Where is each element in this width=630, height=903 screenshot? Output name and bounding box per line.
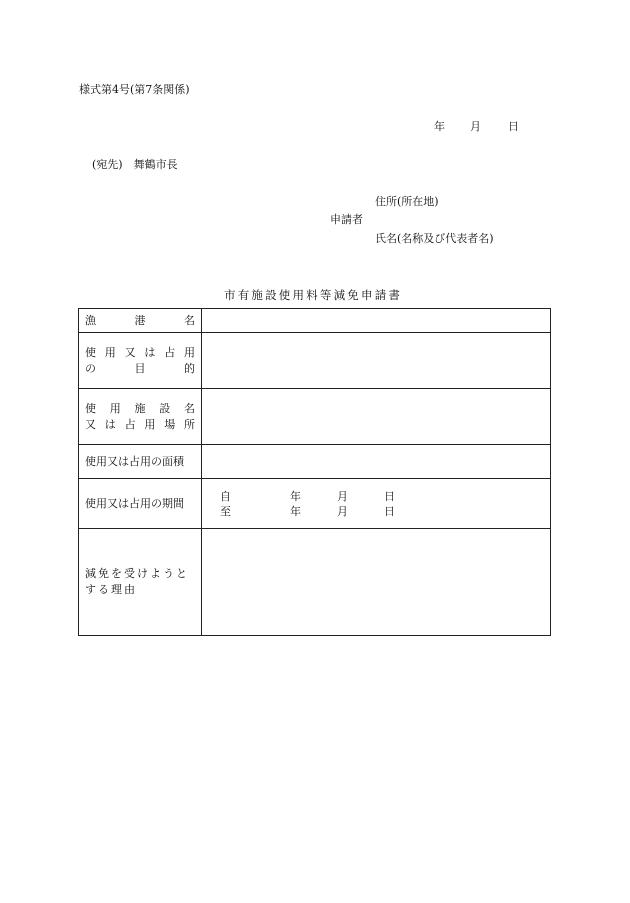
period-from-day: 日: [384, 489, 395, 503]
label-char: の: [85, 361, 96, 375]
applicant-label: 申請者: [330, 213, 363, 226]
fishing-port-field[interactable]: [202, 309, 551, 333]
facility-field[interactable]: [202, 389, 551, 445]
document-title: 市有施設使用料等減免申請書: [224, 288, 403, 302]
label-char: 設: [159, 401, 171, 415]
form-number: 様式第4号(第7条関係): [79, 83, 190, 96]
label-char: 所: [183, 417, 195, 431]
label-char: 的: [184, 361, 195, 375]
table-row: [79, 479, 551, 529]
label-char: 目: [134, 361, 146, 375]
label-char: 場: [164, 417, 176, 431]
period-to-year: 年: [290, 504, 301, 518]
fishing-port-label: [79, 309, 202, 333]
facility-label: [79, 389, 202, 445]
reason-label-line1: 減免を受けようと: [85, 567, 189, 580]
purpose-label: [79, 333, 202, 389]
label-char: 使: [85, 345, 96, 359]
label-char: 名: [184, 401, 195, 415]
label-char: 使: [85, 401, 96, 415]
reason-label-line2: する理由: [85, 583, 137, 596]
label-char: 用: [104, 345, 116, 359]
label-char: 用: [109, 401, 121, 415]
period-to-prefix: 至: [220, 504, 231, 518]
table-row: [79, 445, 551, 479]
table-row: [79, 529, 551, 636]
addressee: (宛先) 舞鶴市長: [92, 158, 178, 171]
period-from-year: 年: [290, 489, 301, 503]
label-char: 港: [134, 313, 146, 327]
period-to-day: 日: [384, 504, 395, 518]
area-field[interactable]: [202, 445, 551, 479]
applicant-address-label: 住所(所在地): [375, 195, 439, 208]
date-year: 年: [434, 120, 445, 133]
table-row: [79, 333, 551, 389]
date-line: [434, 118, 519, 134]
reason-field[interactable]: [202, 529, 551, 636]
period-to-month: 月: [337, 504, 348, 518]
label-char: 又: [124, 345, 136, 359]
period-field[interactable]: [202, 479, 551, 529]
period-label: 使用又は占用の期間: [79, 479, 202, 529]
date-day: 日: [508, 120, 519, 133]
label-char: 又: [85, 417, 96, 431]
label-char: は: [104, 417, 116, 431]
label-char: 占: [164, 345, 176, 359]
label-char: は: [144, 345, 156, 359]
applicant-name-label: 氏名(名称及び代表者名): [375, 232, 494, 245]
label-char: 名: [184, 313, 195, 327]
table-row: [79, 389, 551, 445]
date-month: 月: [470, 120, 481, 133]
area-label: 使用又は占用の面積: [79, 445, 202, 479]
period-from-month: 月: [337, 489, 348, 503]
application-table: [78, 308, 551, 636]
reason-label: [79, 529, 202, 636]
period-to: [202, 504, 550, 519]
label-char: 用: [183, 345, 195, 359]
period-from-prefix: 自: [220, 489, 231, 503]
table-row: [79, 309, 551, 333]
purpose-field[interactable]: [202, 333, 551, 389]
period-from: [202, 489, 550, 504]
label-char: 漁: [85, 313, 96, 327]
label-char: 用: [144, 417, 156, 431]
label-char: 占: [124, 417, 136, 431]
label-char: 施: [134, 401, 146, 415]
